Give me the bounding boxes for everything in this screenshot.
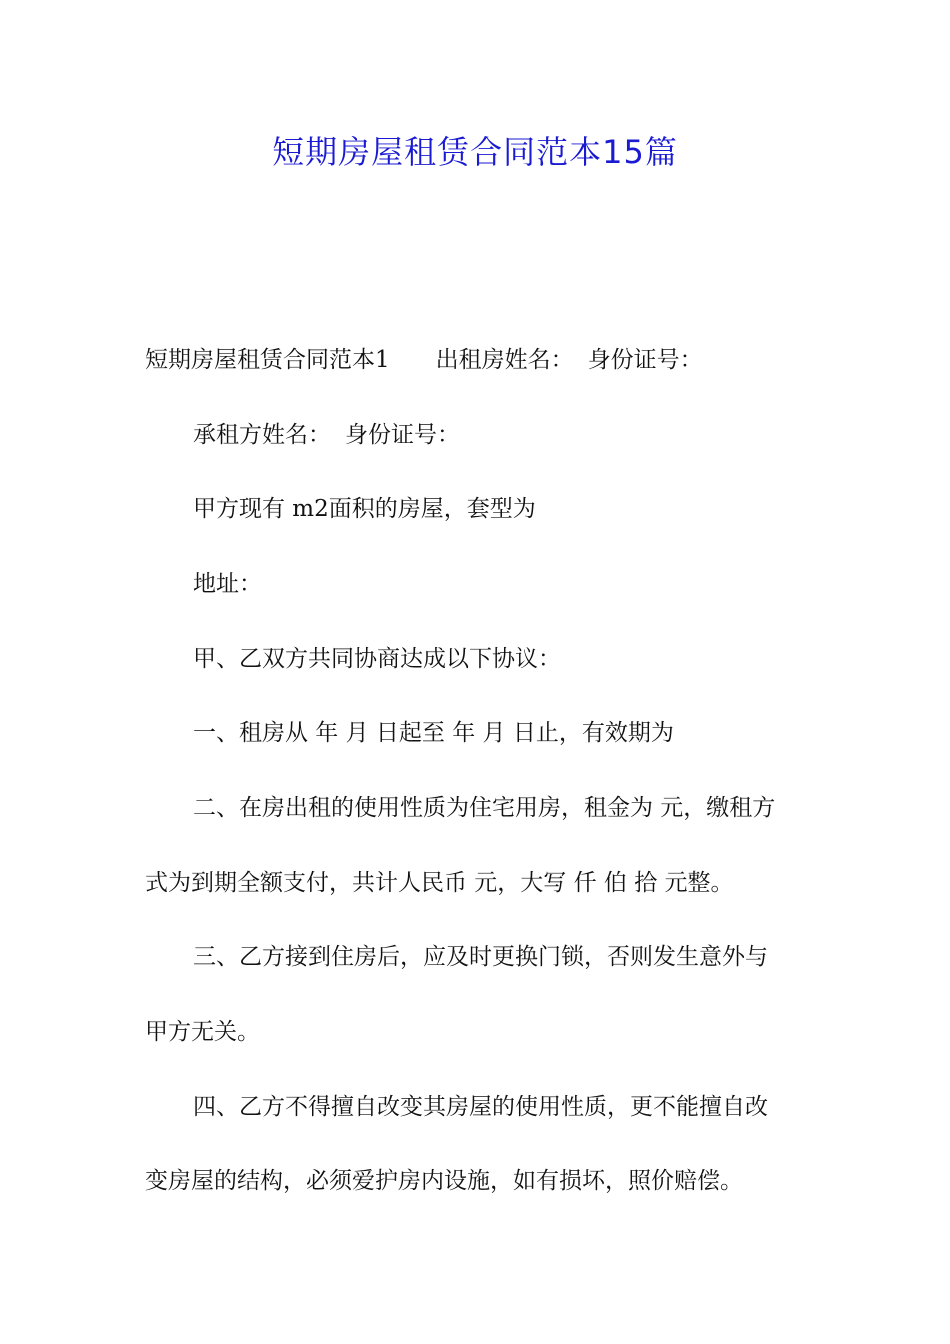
lessee-line [193, 419, 460, 451]
property-area-line: 甲方现有 m2面积的房屋，套型为 [193, 496, 536, 522]
document-title: 短期房屋租赁合同范本15篇 [272, 133, 678, 171]
lessee-name-label: 承租方姓名： [193, 422, 331, 448]
clause-3-line: 三、乙方接到住房后，应及时更换门锁，否则发生意外与 [193, 944, 768, 970]
contract-heading-line [145, 344, 703, 376]
contract-number-label: 短期房屋租赁合同范本1 [145, 347, 390, 373]
address-line: 地址： [193, 571, 262, 597]
lessor-name-label: 出租房姓名： [435, 347, 574, 373]
lessor-id-label: 身份证号： [587, 347, 703, 373]
clause-4-continuation: 变房屋的结构，必须爱护房内设施，如有损坏，照价赔偿。 [145, 1168, 743, 1194]
clause-3-continuation: 甲方无关。 [145, 1019, 260, 1045]
clause-2-line: 二、在房出租的使用性质为住宅用房，租金为 元，缴租方 [193, 795, 776, 821]
lessee-id-label: 身份证号： [345, 422, 460, 448]
clause-4-line: 四、乙方不得擅自改变其房屋的使用性质，更不能擅自改 [193, 1094, 768, 1120]
clause-1-line: 一、租房从 年 月 日起至 年 月 日止，有效期为 [193, 720, 674, 746]
agreement-intro-line: 甲、乙双方共同协商达成以下协议： [193, 646, 561, 672]
clause-2-continuation: 式为到期全额支付，共计人民币 元，大写 仟 伯 拾 元整。 [145, 870, 734, 896]
